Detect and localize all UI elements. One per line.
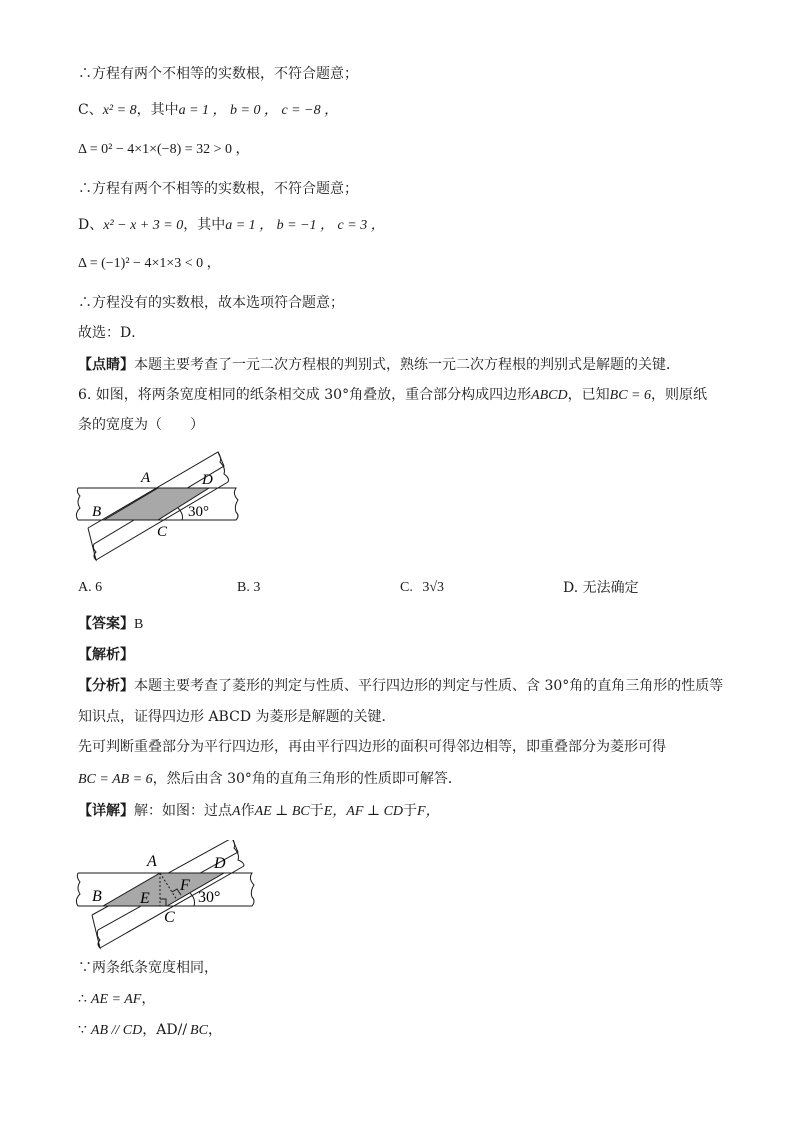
option-c-value: 3√3 xyxy=(422,580,445,595)
dianjing-text: 本题主要考查了一元二次方程根的判别式，熟练一元二次方程根的判别式是解题的关键． xyxy=(134,357,680,373)
line-1: ∴方程有两个不相等的实数根，不符合题意； xyxy=(78,66,358,82)
label-d: D xyxy=(202,472,213,488)
answer-tag: 【答案】 xyxy=(78,616,134,632)
label-b: B xyxy=(92,504,102,520)
text-yuanzhi: ，则原纸 xyxy=(650,387,707,403)
line-4: ∴方程有两个不相等的实数根，不符合题意； xyxy=(78,181,358,197)
coefficients-d: a = 1 ， b = −1 ， c = 3 ， xyxy=(225,218,385,233)
xiangjie-text-c: 作 xyxy=(240,803,255,819)
text-yizhi: ，已知 xyxy=(567,387,610,403)
dianjing-tag: 【点睛】 xyxy=(78,357,134,373)
line-7: ∴方程没有的实数根，故本选项符合题意； xyxy=(78,295,344,311)
line-5 xyxy=(78,215,385,236)
line-2 xyxy=(78,100,338,121)
dianjing-line xyxy=(78,355,680,375)
question-6-line-2: 条的宽度为（ ） xyxy=(78,417,204,433)
xiangjie-tag: 【详解】 xyxy=(78,803,134,819)
fenxi-line-2: 知识点，证得四边形 ABCD 为菱形是解题的关键． xyxy=(78,709,396,725)
xiangjie-text-e: 于 xyxy=(309,803,324,819)
coefficients-c: a = 1 ， b = 0 ， c = −8 ， xyxy=(178,103,339,118)
label-a: A xyxy=(147,853,157,870)
option-d: D. 无法确定 xyxy=(563,580,639,596)
label-f: F xyxy=(180,877,190,894)
comma: ， xyxy=(141,991,156,1007)
text-qizhong: ，其中 xyxy=(136,102,179,118)
answer-value: B xyxy=(134,617,144,632)
fenxi-text-1: 本题主要考查了菱形的判定与性质、平行四边形的判定与性质、含 30°角的直角三角形的性质等 xyxy=(134,678,724,694)
reason-2 xyxy=(78,989,155,1010)
label-c: C xyxy=(164,909,175,926)
xiangjie-text-h: 于 xyxy=(403,803,418,819)
point-f: F， xyxy=(417,804,440,819)
equation-c: x² = 8 xyxy=(102,103,137,118)
figure-2 xyxy=(70,840,260,952)
given-bc: BC = 6 xyxy=(609,388,651,403)
reason-1: ∵两条纸条宽度相同， xyxy=(78,960,218,976)
option-a: A. 6 xyxy=(78,580,103,595)
option-c-prefix: C、 xyxy=(78,102,103,118)
fenxi-equation: BC = AB = 6 xyxy=(78,772,153,787)
label-a: A xyxy=(141,470,151,486)
label-b: B xyxy=(92,888,102,905)
option-b: B. 3 xyxy=(237,580,261,595)
fenxi-line-4 xyxy=(78,769,462,790)
fenxi-tag: 【分析】 xyxy=(78,678,134,694)
line-8: 故选：D． xyxy=(78,325,146,341)
therefore-symbol: ∴ xyxy=(78,991,87,1007)
fenxi-line-1 xyxy=(78,676,723,696)
label-d: D xyxy=(214,855,226,872)
parallel-ab-cd: AB // CD xyxy=(90,1023,143,1038)
figure-1 xyxy=(70,445,250,565)
option-c xyxy=(400,578,444,598)
segment-bc: BC xyxy=(190,1023,208,1038)
line-6-discriminant: Δ = (−1)² − 4×1×3 < 0 ， xyxy=(78,256,221,271)
label-e: E xyxy=(140,890,150,907)
answer-line xyxy=(78,614,143,635)
label-c: C xyxy=(157,524,168,540)
question-6-line-1 xyxy=(78,385,707,406)
equation-ae-af: AE = AF xyxy=(90,992,142,1007)
perp-af-cd: AF ⊥ CD xyxy=(346,804,404,819)
option-d-prefix: D、 xyxy=(78,217,104,233)
comma: ， xyxy=(207,1022,222,1038)
fenxi-line-3: 先可判断重叠部分为平行四边形，再由平行四边形的面积可得邻边相等，即重叠部分为菱形可得 xyxy=(78,739,666,755)
text-qizhong: ，其中 xyxy=(183,217,226,233)
xiangjie-line xyxy=(78,801,440,822)
question-6-text: 6. 如图，将两条宽度相同的纸条相交成 30°角叠放，重合部分构成四边形 xyxy=(78,387,532,403)
point-e: E， xyxy=(323,804,347,819)
angle-label: 30° xyxy=(188,504,209,520)
line-3-discriminant: Δ = 0² − 4×1×(−8) = 32 > 0 ， xyxy=(78,142,250,157)
equation-d: x² − x + 3 = 0 xyxy=(103,218,184,233)
jiexi-tag: 【解析】 xyxy=(78,647,134,663)
perp-ae-bc: AE ⊥ BC xyxy=(254,804,310,819)
point-a: A xyxy=(232,804,241,819)
xiangjie-text-a: 解：如图：过点 xyxy=(134,803,232,819)
because-symbol: ∵ xyxy=(78,1022,87,1038)
fenxi-text-4: ，然后由含 30°角的直角三角形的性质即可解答． xyxy=(152,771,462,787)
quad-abcd: ABCD xyxy=(531,388,568,403)
option-c-label: C. xyxy=(400,580,413,595)
slanted-strip-torn-end xyxy=(232,840,244,866)
parallel-ad: ，AD// xyxy=(142,1022,188,1038)
reason-3 xyxy=(78,1020,222,1041)
angle-label: 30° xyxy=(198,889,221,906)
